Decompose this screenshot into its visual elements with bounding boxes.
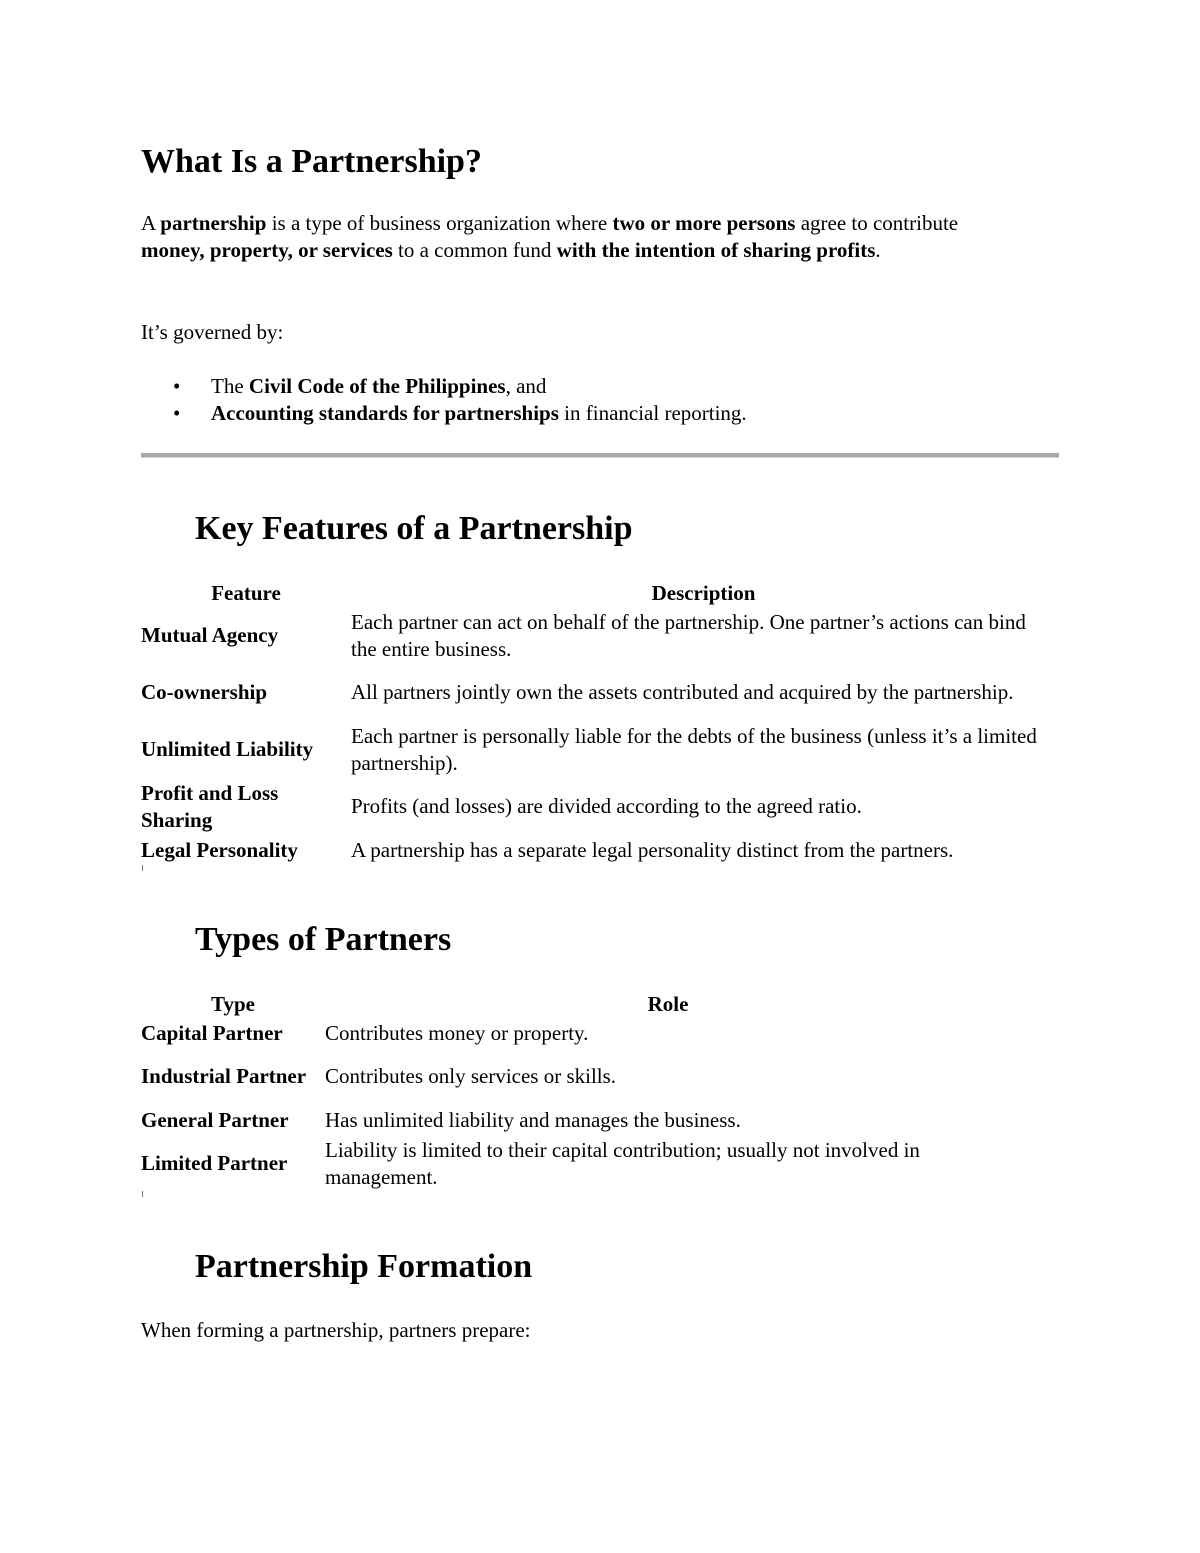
intro-text-1: A bbox=[141, 211, 161, 235]
table-row bbox=[141, 778, 1056, 835]
intro-text-2: is a type of business organization where bbox=[266, 211, 613, 235]
table-row bbox=[141, 664, 1056, 721]
intro-bold-contributions: money, property, or services bbox=[141, 238, 393, 262]
column-header-role: Role bbox=[647, 991, 689, 1016]
column-header-type: Type bbox=[211, 991, 255, 1016]
table-row bbox=[141, 607, 1056, 664]
formation-text: When forming a partnership, partners prepare: bbox=[141, 1318, 531, 1342]
page-title: What Is a Partnership? bbox=[141, 143, 482, 180]
list-item bbox=[141, 373, 1041, 400]
list-item-text: , and bbox=[505, 374, 547, 398]
intro-text-3: agree to contribute bbox=[795, 211, 959, 235]
feature-cell: Unlimited Liability bbox=[141, 737, 314, 761]
type-cell: Limited Partner bbox=[141, 1151, 288, 1175]
intro-bold-intention: with the intention of sharing profits bbox=[556, 238, 876, 262]
feature-cell: Mutual Agency bbox=[141, 623, 279, 647]
partner-types-table bbox=[141, 990, 1011, 1192]
role-cell: Contributes only services or skills. bbox=[325, 1064, 617, 1088]
feature-cell: Profit and Loss Sharing bbox=[141, 780, 279, 832]
table-row bbox=[141, 1018, 1011, 1048]
governed-by-text: It’s governed by: bbox=[141, 320, 284, 344]
key-features-table bbox=[141, 579, 1056, 865]
feature-cell: Co-ownership bbox=[141, 680, 268, 704]
intro-text-5: . bbox=[875, 238, 881, 262]
type-cell: General Partner bbox=[141, 1107, 289, 1132]
table-header-row bbox=[141, 579, 1056, 607]
table-row bbox=[141, 835, 1056, 865]
description-cell: Each partner can act on behalf of the partnership. One partner’s actions can bind the entire business. bbox=[351, 609, 1026, 661]
role-cell: Has unlimited liability and manages the business. bbox=[325, 1107, 741, 1132]
intro-bold-partnership: partnership bbox=[160, 211, 267, 235]
role-cell: Contributes money or property. bbox=[325, 1020, 589, 1045]
feature-cell: Legal Personality bbox=[141, 837, 298, 862]
type-cell: Capital Partner bbox=[141, 1020, 283, 1045]
table-row bbox=[141, 1135, 1011, 1192]
section-title-types-of-partners: Types of Partners bbox=[195, 921, 452, 958]
role-cell: Liability is limited to their capital contribution; usually not involved in management. bbox=[325, 1137, 920, 1189]
table-row bbox=[141, 1048, 1011, 1105]
intro-bold-persons: two or more persons bbox=[612, 211, 796, 235]
section-title-partnership-formation: Partnership Formation bbox=[195, 1248, 533, 1285]
description-cell: A partnership has a separate legal personality distinct from the partners. bbox=[351, 837, 954, 862]
table-end-mark bbox=[142, 865, 143, 871]
column-header-description: Description bbox=[651, 580, 756, 605]
governance-list bbox=[141, 373, 1041, 427]
list-item-bold: Accounting standards for partnerships bbox=[211, 401, 559, 425]
table-header-row bbox=[141, 990, 1011, 1018]
table-row bbox=[141, 721, 1056, 778]
list-item-text: The bbox=[211, 374, 249, 398]
description-cell: Each partner is personally liable for the debts of the business (unless it’s a limited partnership). bbox=[351, 723, 1037, 775]
intro-text-4: to a common fund bbox=[392, 238, 557, 262]
list-item bbox=[141, 400, 1041, 427]
list-item-bold: Civil Code of the Philippines bbox=[248, 374, 506, 398]
section-title-key-features: Key Features of a Partnership bbox=[195, 510, 633, 547]
intro-paragraph bbox=[141, 210, 1021, 264]
table-end-mark bbox=[142, 1191, 143, 1197]
horizontal-divider bbox=[141, 453, 1059, 458]
column-header-feature: Feature bbox=[211, 580, 281, 605]
list-item-text: in financial reporting. bbox=[558, 401, 747, 425]
table-row bbox=[141, 1105, 1011, 1135]
description-cell: All partners jointly own the assets contributed and acquired by the partnership. bbox=[351, 680, 1014, 704]
description-cell: Profits (and losses) are divided according to the agreed ratio. bbox=[351, 794, 862, 818]
type-cell: Industrial Partner bbox=[141, 1064, 307, 1088]
